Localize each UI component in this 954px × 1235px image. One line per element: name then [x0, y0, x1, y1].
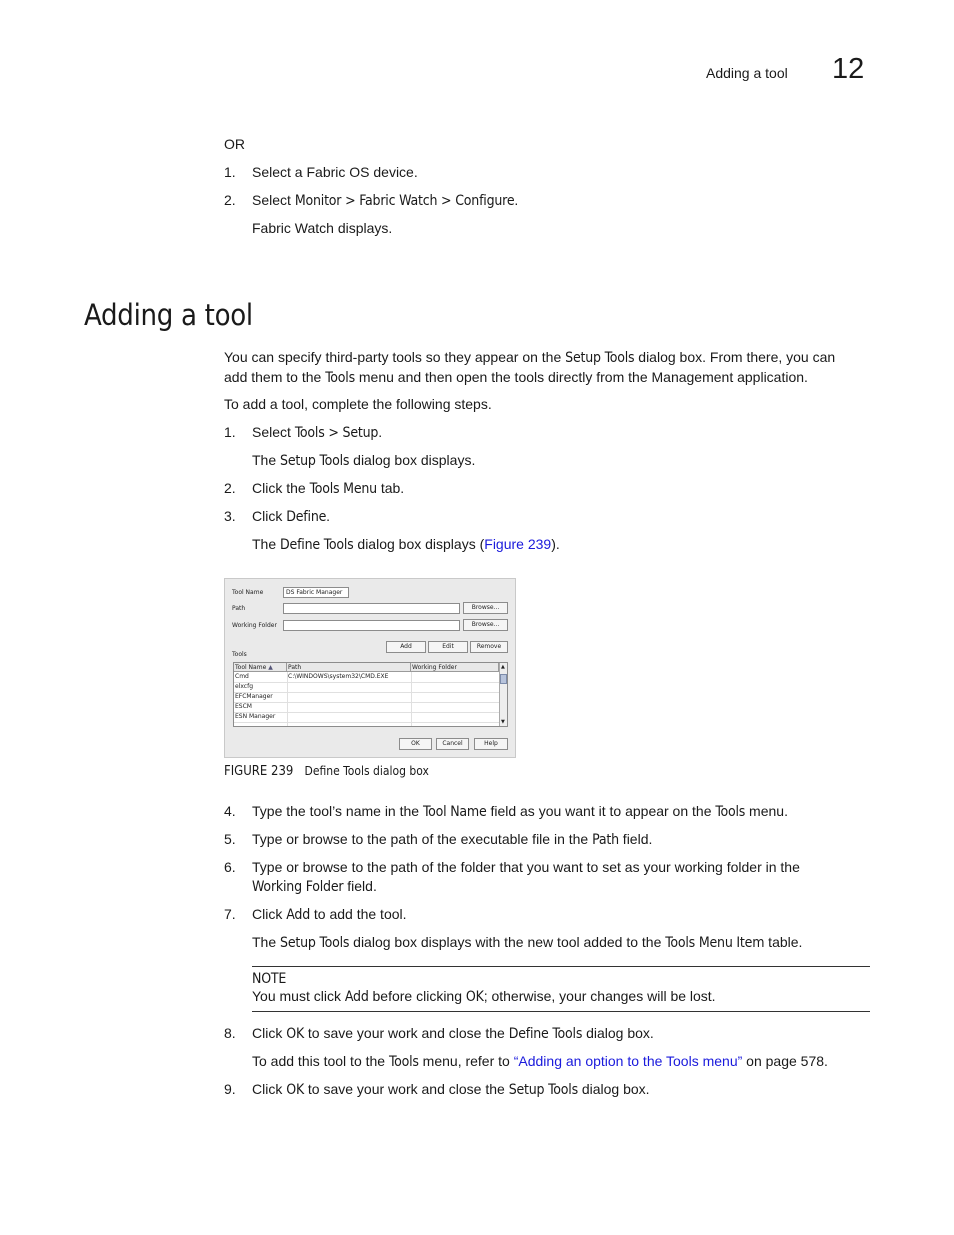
browse-path-button[interactable]: Browse... [463, 602, 508, 614]
step-number: 2. [224, 480, 236, 496]
step-number: 6. [224, 859, 236, 875]
scroll-down-icon[interactable]: ▼ [501, 719, 505, 725]
cancel-button[interactable]: Cancel [436, 738, 469, 750]
define-tools-dialog [224, 578, 516, 758]
scroll-up-icon[interactable]: ▲ [501, 664, 505, 670]
column-header-tool-name[interactable]: Tool Name ▲ [234, 663, 287, 672]
figure-caption: FIGURE 239 Define Tools dialog box [224, 764, 429, 779]
intro-paragraph: You can specify third-party tools so they appear on the Setup Tools dialog box. From there, you can add them to the Tools menu and then open the tools directly from the Management application. [224, 349, 836, 386]
table-scrollbar[interactable] [499, 663, 507, 726]
step-result: To add this tool to the Tools menu, refer to “Adding an option to the Tools menu” on page 578. [252, 1053, 828, 1070]
step-text: Select Monitor > Fabric Watch > Configure. [252, 192, 519, 209]
steps-intro: To add a tool, complete the following steps. [224, 396, 492, 412]
step-result: Fabric Watch displays. [252, 220, 393, 236]
add-button[interactable]: Add [386, 641, 426, 653]
tool-name-cell: ESCM [235, 703, 252, 710]
sort-ascending-icon: ▲ [268, 664, 273, 671]
step-text: Type or browse to the path of the folder that you want to set as your working folder in the Working Folder field. [252, 859, 800, 895]
step-text: Type or browse to the path of the executable file in the Path field. [252, 831, 653, 848]
path-label: Path [232, 605, 246, 612]
path-cell: C:\WINDOWS\system32\CMD.EXE [288, 673, 389, 680]
step-number: 1. [224, 424, 236, 440]
figure-link[interactable]: Figure 239 [484, 536, 552, 552]
edit-button[interactable]: Edit [428, 641, 468, 653]
working-folder-field[interactable] [283, 620, 460, 631]
ok-button[interactable]: OK [399, 738, 432, 750]
step-result: The Setup Tools dialog box displays with the new tool added to the Tools Menu Item table. [252, 934, 803, 951]
tool-name-cell: EFCManager [235, 693, 273, 700]
step-text: Click Define. [252, 508, 331, 525]
note-top-rule [252, 966, 870, 967]
working-folder-label: Working Folder [232, 622, 277, 629]
step-number: 8. [224, 1025, 236, 1041]
column-header-path[interactable]: Path [287, 663, 411, 672]
step-number: 5. [224, 831, 236, 847]
step-text: Select a Fabric OS device. [252, 164, 418, 180]
column-header-working-folder[interactable]: Working Folder [411, 663, 499, 672]
section-heading: Adding a tool [84, 298, 253, 332]
step-number: 9. [224, 1081, 236, 1097]
tools-label: Tools [232, 651, 247, 658]
scroll-thumb[interactable] [500, 674, 507, 684]
browse-folder-button[interactable]: Browse... [463, 619, 508, 631]
step-number: 2. [224, 192, 236, 208]
working-folder-cell [411, 672, 499, 682]
path-field[interactable] [283, 603, 460, 614]
tool-name-cell: elxcfg [235, 683, 254, 690]
note-bottom-rule [252, 1011, 870, 1012]
running-header-title: Adding a tool [706, 65, 788, 81]
tools-table [233, 662, 508, 727]
step-text: Click OK to save your work and close the Define Tools dialog box. [252, 1025, 654, 1042]
step-result: The Setup Tools dialog box displays. [252, 452, 476, 469]
tool-name-field[interactable]: DS Fabric Manager [283, 587, 349, 598]
cross-reference-link[interactable]: “Adding an option to the Tools menu” [513, 1053, 743, 1069]
table-row[interactable] [234, 712, 499, 723]
chapter-number: 12 [832, 53, 865, 85]
step-text: Click Add to add the tool. [252, 906, 407, 923]
step-number: 7. [224, 906, 236, 922]
step-number: 1. [224, 164, 236, 180]
tool-name-label: Tool Name [232, 589, 264, 596]
remove-button[interactable]: Remove [470, 641, 508, 653]
tool-name-cell: ESN Manager [235, 713, 276, 720]
help-button[interactable]: Help [474, 738, 508, 750]
or-text: OR [224, 136, 245, 152]
step-text: Select Tools > Setup. [252, 424, 383, 441]
step-text: Type the tool’s name in the Tool Name field as you want it to appear on the Tools menu. [252, 803, 788, 820]
step-number: 3. [224, 508, 236, 524]
step-text: Click OK to save your work and close the Setup Tools dialog box. [252, 1081, 650, 1098]
tool-name-cell: Cmd [235, 673, 249, 680]
step-number: 4. [224, 803, 236, 819]
step-result: The Define Tools dialog box displays (Figure 239). [252, 536, 560, 553]
note-text: You must click Add before clicking OK; otherwise, your changes will be lost. [252, 988, 716, 1005]
step-text: Click the Tools Menu tab. [252, 480, 405, 497]
note-title: NOTE [252, 971, 287, 987]
